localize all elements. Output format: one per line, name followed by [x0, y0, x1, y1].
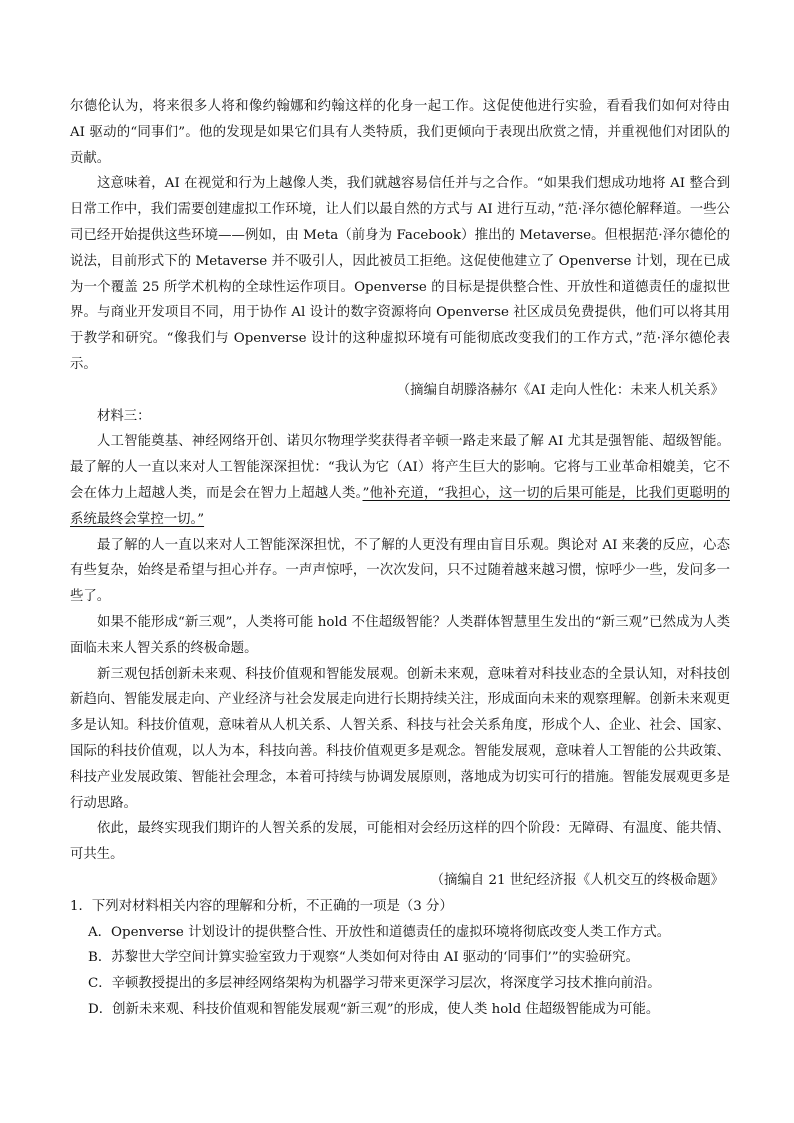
underlined-quote: ”他补充道，“我担心，这一切的后果可能是，比我们更聪明的系统最终会掌控一切。”	[70, 485, 730, 527]
material3-paragraph-1-text: 人工智能奠基、神经网络开创、诺贝尔物理学奖获得者辛顿一路走来最了解 AI 尤其是强智能、超级智能。最了解的人一直以来对人工智能深深担忧：“我认为它（AI）将产生巨大的影响。它将与工业革命相媲美，它不会在体力上超越人类，而是会在智力上超越人类。	[70, 434, 730, 501]
document-page	[70, 94, 730, 1023]
material3-paragraph-3: 如果不能形成“新三观”，人类将可能 hold 不住超级智能？人类群体智慧里生发出的“新三观”已然成为人类面临未来人智关系的终极命题。	[70, 614, 730, 656]
material3-header: 材料三：	[97, 408, 151, 424]
material2-paragraph-2: 这意味着，AI 在视觉和行为上越像人类，我们就越容易信任并与之合作。“如果我们想成功地将 AI 整合到日常工作中，我们需要创建虚拟工作环境，让人们以最自然的方式与 AI 进行互动，”范·泽尔德伦解释道。一些公司已经开始提供这些环境——例如，由 Meta（前身为 Facebook）推出的 Metaverse。但根据范·泽尔德伦的说法，目前形式下的 Metaverse 并不吸引人，因此被员工拒绝。这促使他建立了 Openverse 计划，现在已成为一个覆盖 25 所学术机构的全球性运作项目。Openverse 的目标是提供整合性、开放性和道德责任的虚拟世界。与商业开发项目不同，用于协作 Al 设计的数字资源将向 Openverse 社区成员免费提供，他们可以将其用于教学和研究。“像我们与 Openverse 设计的这种虚拟环境有可能彻底改变我们的工作方式，”范·泽尔德伦表示。	[70, 176, 730, 372]
material3-paragraph-1	[70, 429, 730, 532]
material3-source: （摘编自 21 世纪经济报《人机交互的终极命题》	[430, 872, 724, 888]
material3-paragraph-2: 最了解的人一直以来对人工智能深深担忧，不了解的人更没有理由盲目乐观。舆论对 AI 来袭的反应，心态有些复杂，始终是希望与担心并存。一声声惊呼，一次次发问，只不过随着越来越习惯，惊呼少一些，发问多一些了。	[70, 537, 730, 605]
question-1-stem: 1．下列对材料相关内容的理解和分析，不正确的一项是（3 分）	[70, 898, 453, 914]
option-c: C．辛顿教授提出的多层神经网络架构为机器学习带来更深学习层次，将深度学习技术推向前沿。	[88, 976, 661, 992]
material2-paragraph-1: 尔德伦认为，将来很多人将和像约翰娜和约翰这样的化身一起工作。这促使他进行实验，看看我们如何对待由 AI 驱动的“同事们”。他的发现是如果它们具有人类特质，我们更倾向于表现出欣赏之情，并重视他们对团队的贡献。	[70, 99, 730, 166]
material3-paragraph-5: 依此，最终实现我们期许的人智关系的发展，可能相对会经历这样的四个阶段：无障碍、有温度、能共情、可共生。	[70, 821, 730, 863]
material3-paragraph-4: 新三观包括创新未来观、科技价值观和智能发展观。创新未来观，意味着对科技业态的全景认知，对科技创新趋向、智能发展走向、产业经济与社会发展走向进行长期持续关注，形成面向未来的观察理解。创新未来观更多是认知。科技价值观，意味着从人机关系、人智关系、科技与社会关系角度，形成个人、企业、社会、国家、国际的科技价值观，以人为本，科技向善。科技价值观更多是观念。智能发展观，意味着人工智能的公共政策、科技产业发展政策、智能社会理念，本着可持续与协调发展原则，落地成为切实可行的措施。智能发展观更多是行动思路。	[70, 666, 730, 811]
material2-source: （摘编自胡滕洛赫尔《AI 走向人性化：未来人机关系》	[396, 382, 724, 398]
option-d: D．创新未来观、科技价值观和智能发展观“新三观”的形成，使人类 hold 住超级智能成为可能。	[88, 1001, 660, 1017]
option-a: A．Openverse 计划设计的提供整合性、开放性和道德责任的虚拟环境将彻底改变人类工作方式。	[88, 924, 671, 940]
option-b: B．苏黎世大学空间计算实验室致力于观察“人类如何对待由 AI 驱动的‘同事们’”的实验研究。	[88, 950, 639, 966]
